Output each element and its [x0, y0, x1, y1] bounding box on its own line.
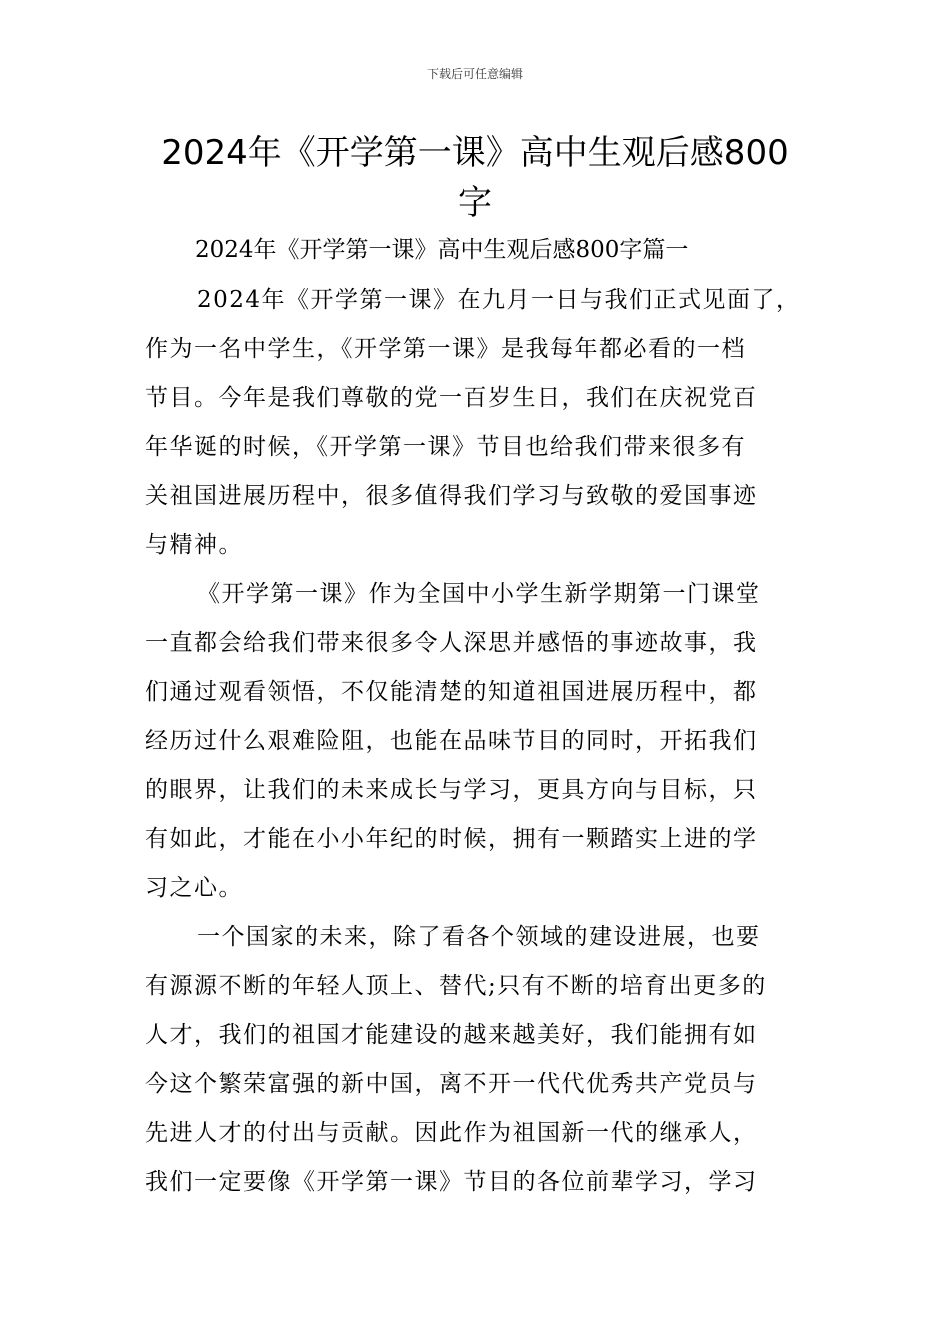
paragraph-line: 《开学第一课》作为全国中小学生新学期第一门课堂	[197, 581, 761, 607]
paragraph-1	[145, 276, 825, 570]
paragraph-line: 2024年《开学第一课》在九月一日与我们正式见面了，	[197, 287, 801, 313]
body-text	[145, 276, 825, 1207]
document-title	[120, 128, 830, 228]
paragraph-line: 习之心。	[145, 875, 243, 901]
paragraph-line: 年华诞的时候，《开学第一课》节目也给我们带来很多有	[145, 434, 746, 460]
paragraph-line: 一个国家的未来，除了看各个领域的建设进展，也要	[197, 924, 761, 950]
paragraph-2	[145, 570, 825, 913]
paragraph-line: 节目。今年是我们尊敬的党一百岁生日，我们在庆祝党百	[145, 385, 758, 411]
title-line-1: 2024年《开学第一课》高中生观后感800	[161, 133, 789, 173]
paragraph-line: 关祖国进展历程中，很多值得我们学习与致敬的爱国事迹	[145, 483, 758, 509]
paragraph-line: 的眼界，让我们的未来成长与学习，更具方向与目标，只	[145, 777, 758, 803]
paragraph-line: 们通过观看领悟，不仅能清楚的知道祖国进展历程中，都	[145, 679, 758, 705]
paragraph-line: 一直都会给我们带来很多令人深思并感悟的事迹故事，我	[145, 630, 758, 656]
paragraph-line: 与精神。	[145, 532, 243, 558]
paragraph-line: 有如此，才能在小小年纪的时候，拥有一颗踏实上进的学	[145, 826, 758, 852]
paragraph-3	[145, 913, 825, 1207]
paragraph-line: 今这个繁荣富强的新中国，离不开一代代优秀共产党员与	[145, 1071, 758, 1097]
paragraph-line: 先进人才的付出与贡献。因此作为祖国新一代的继承人，	[145, 1120, 758, 1146]
title-line-2: 字	[458, 183, 492, 223]
paragraph-line: 我们一定要像《开学第一课》节目的各位前辈学习，学习	[145, 1169, 758, 1195]
paragraph-line: 有源源不断的年轻人顶上、替代;只有不断的培育出更多的	[145, 973, 767, 999]
paragraph-line: 作为一名中学生，《开学第一课》是我每年都必看的一档	[145, 336, 746, 362]
paragraph-line: 经历过什么艰难险阻，也能在品味节目的同时，开拓我们	[145, 728, 758, 754]
section-heading: 2024年《开学第一课》高中生观后感800字篇一	[195, 237, 689, 263]
header-note: 下载后可任意编辑	[426, 67, 523, 81]
paragraph-line: 人才，我们的祖国才能建设的越来越美好，我们能拥有如	[145, 1022, 758, 1048]
